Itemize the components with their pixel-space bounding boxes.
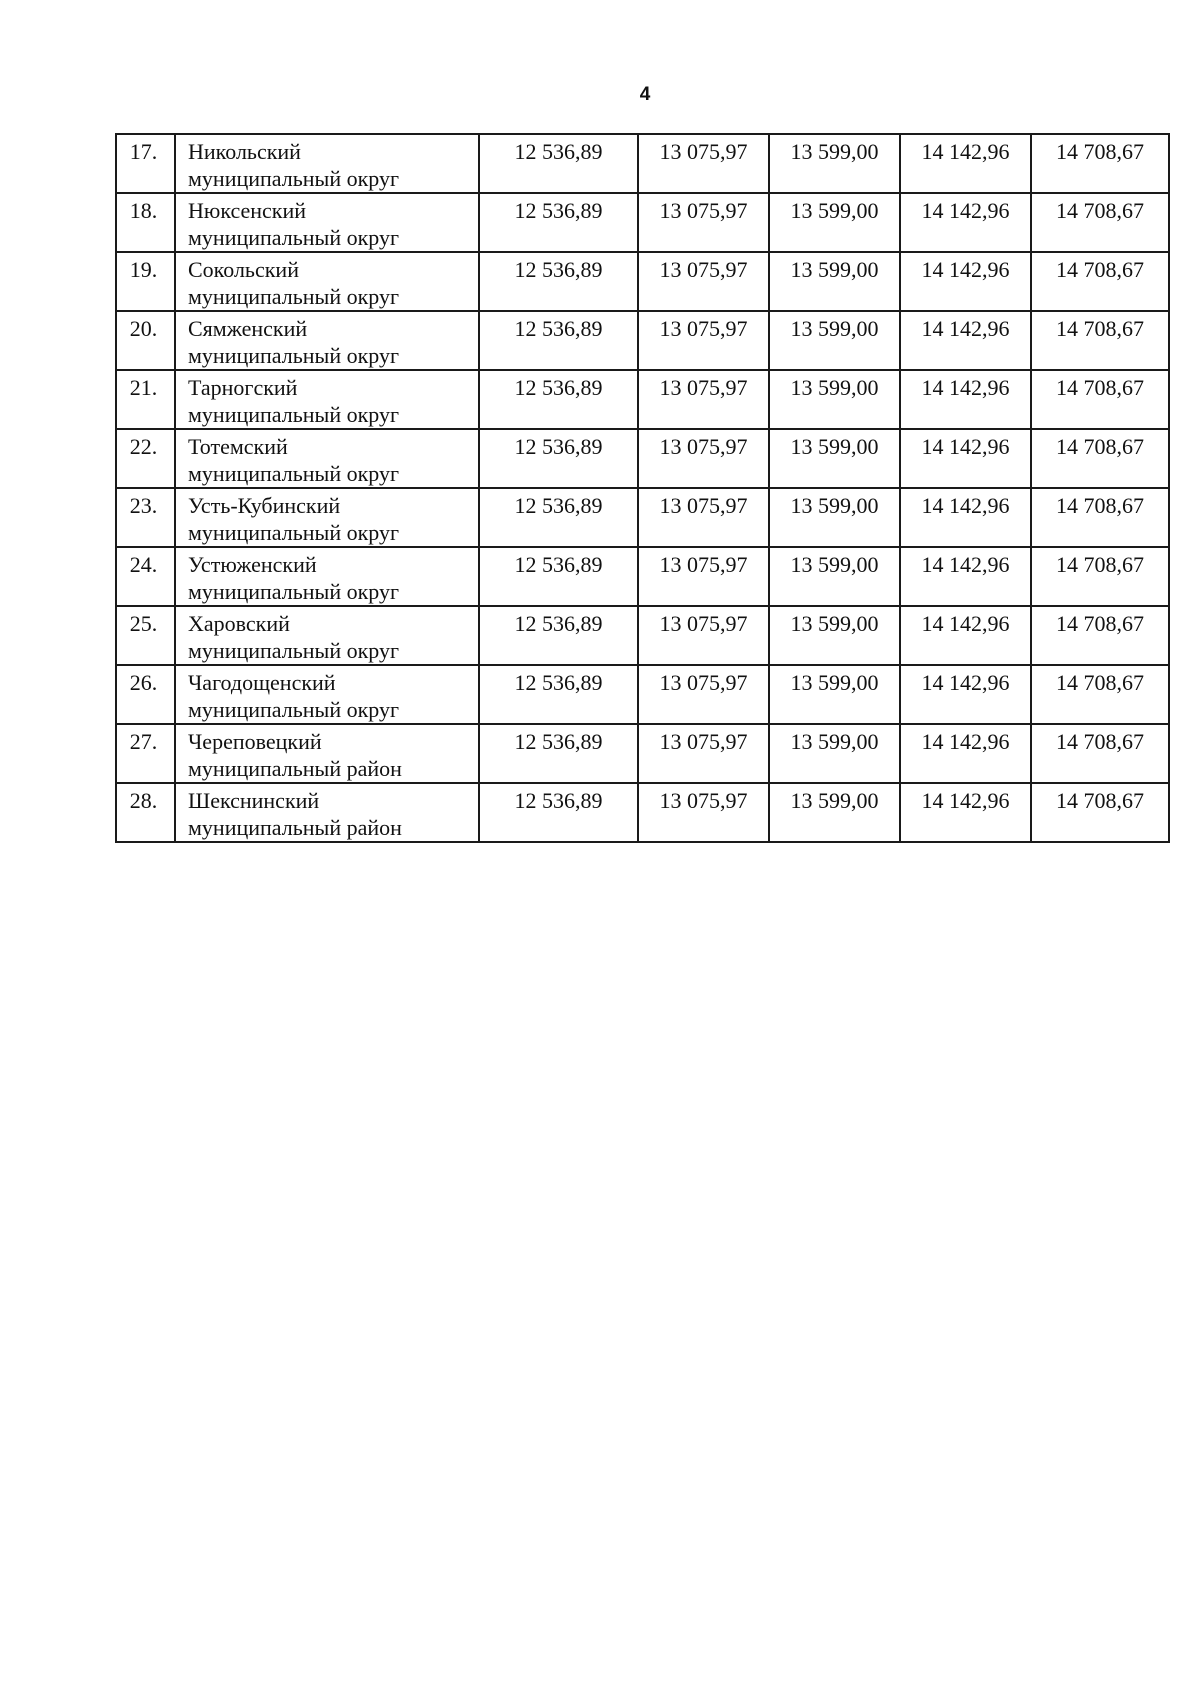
municipality-name: Харовский (188, 611, 290, 636)
municipality-type: муниципальный округ (188, 638, 400, 663)
value-cell-5: 14 708,67 (1031, 547, 1169, 606)
table-body (116, 134, 1169, 842)
value-cell-1: 12 536,89 (479, 134, 638, 193)
value-cell-1: 12 536,89 (479, 606, 638, 665)
value-cell-3: 13 599,00 (769, 252, 900, 311)
value-cell-4: 14 142,96 (900, 488, 1031, 547)
value-cell-2: 13 075,97 (638, 370, 769, 429)
table-row (116, 193, 1169, 252)
value-cell-5: 14 708,67 (1031, 724, 1169, 783)
municipality-name: Тотемский (188, 434, 288, 459)
municipality-name: Нюксенский (188, 198, 307, 223)
rates-table (115, 133, 1170, 843)
value-cell-2: 13 075,97 (638, 665, 769, 724)
municipality-type: муниципальный округ (188, 402, 400, 427)
row-number-cell: 26. (116, 665, 175, 724)
municipality-name: Сямженский (188, 316, 308, 341)
value-cell-2: 13 075,97 (638, 547, 769, 606)
row-number-cell: 28. (116, 783, 175, 842)
municipality-name: Тарногский (188, 375, 298, 400)
row-number-cell: 18. (116, 193, 175, 252)
value-cell-5: 14 708,67 (1031, 370, 1169, 429)
value-cell-5: 14 708,67 (1031, 134, 1169, 193)
municipality-name-cell (175, 665, 479, 724)
table-row (116, 252, 1169, 311)
value-cell-2: 13 075,97 (638, 311, 769, 370)
row-number-cell: 21. (116, 370, 175, 429)
value-cell-3: 13 599,00 (769, 665, 900, 724)
municipality-type: муниципальный округ (188, 225, 400, 250)
value-cell-1: 12 536,89 (479, 311, 638, 370)
value-cell-3: 13 599,00 (769, 429, 900, 488)
value-cell-5: 14 708,67 (1031, 193, 1169, 252)
municipality-name-cell (175, 193, 479, 252)
table-row (116, 606, 1169, 665)
value-cell-3: 13 599,00 (769, 606, 900, 665)
value-cell-3: 13 599,00 (769, 724, 900, 783)
value-cell-2: 13 075,97 (638, 606, 769, 665)
municipality-name-cell (175, 134, 479, 193)
row-number-cell: 27. (116, 724, 175, 783)
table-row (116, 724, 1169, 783)
table-row (116, 429, 1169, 488)
value-cell-1: 12 536,89 (479, 193, 638, 252)
municipality-name-cell (175, 429, 479, 488)
municipality-type: муниципальный округ (188, 461, 400, 486)
municipality-name: Шекснинский (188, 788, 320, 813)
value-cell-4: 14 142,96 (900, 252, 1031, 311)
value-cell-4: 14 142,96 (900, 134, 1031, 193)
row-number-cell: 20. (116, 311, 175, 370)
municipality-name-cell (175, 311, 479, 370)
municipality-name: Усть-Кубинский (188, 493, 341, 518)
value-cell-2: 13 075,97 (638, 488, 769, 547)
value-cell-5: 14 708,67 (1031, 488, 1169, 547)
table-row (116, 547, 1169, 606)
municipality-name-cell (175, 547, 479, 606)
value-cell-3: 13 599,00 (769, 370, 900, 429)
row-number-cell: 19. (116, 252, 175, 311)
row-number-cell: 17. (116, 134, 175, 193)
value-cell-4: 14 142,96 (900, 783, 1031, 842)
municipality-name-cell (175, 252, 479, 311)
value-cell-1: 12 536,89 (479, 547, 638, 606)
municipality-type: муниципальный округ (188, 284, 400, 309)
value-cell-1: 12 536,89 (479, 429, 638, 488)
value-cell-3: 13 599,00 (769, 134, 900, 193)
value-cell-1: 12 536,89 (479, 488, 638, 547)
value-cell-2: 13 075,97 (638, 252, 769, 311)
value-cell-3: 13 599,00 (769, 488, 900, 547)
value-cell-2: 13 075,97 (638, 134, 769, 193)
value-cell-4: 14 142,96 (900, 311, 1031, 370)
value-cell-5: 14 708,67 (1031, 429, 1169, 488)
value-cell-5: 14 708,67 (1031, 783, 1169, 842)
value-cell-4: 14 142,96 (900, 429, 1031, 488)
municipality-type: муниципальный район (188, 815, 402, 840)
value-cell-3: 13 599,00 (769, 547, 900, 606)
municipality-name: Череповецкий (188, 729, 322, 754)
value-cell-1: 12 536,89 (479, 724, 638, 783)
value-cell-1: 12 536,89 (479, 665, 638, 724)
municipality-name: Устюженский (188, 552, 317, 577)
value-cell-4: 14 142,96 (900, 547, 1031, 606)
municipality-name: Сокольский (188, 257, 299, 282)
value-cell-4: 14 142,96 (900, 193, 1031, 252)
municipality-name-cell (175, 370, 479, 429)
value-cell-5: 14 708,67 (1031, 252, 1169, 311)
table-row (116, 311, 1169, 370)
value-cell-1: 12 536,89 (479, 370, 638, 429)
value-cell-2: 13 075,97 (638, 783, 769, 842)
value-cell-2: 13 075,97 (638, 429, 769, 488)
value-cell-5: 14 708,67 (1031, 665, 1169, 724)
municipality-type: муниципальный район (188, 756, 402, 781)
municipality-name-cell (175, 606, 479, 665)
table-row (116, 488, 1169, 547)
municipality-name-cell (175, 488, 479, 547)
value-cell-2: 13 075,97 (638, 193, 769, 252)
value-cell-4: 14 142,96 (900, 665, 1031, 724)
value-cell-5: 14 708,67 (1031, 606, 1169, 665)
value-cell-4: 14 142,96 (900, 606, 1031, 665)
table-row (116, 134, 1169, 193)
municipality-name: Никольский (188, 139, 301, 164)
municipality-name-cell (175, 783, 479, 842)
value-cell-4: 14 142,96 (900, 370, 1031, 429)
municipality-type: муниципальный округ (188, 520, 400, 545)
municipality-type: муниципальный округ (188, 579, 400, 604)
municipality-type: муниципальный округ (188, 343, 400, 368)
municipality-name: Чагодощенский (188, 670, 336, 695)
row-number-cell: 25. (116, 606, 175, 665)
page-number: 4 (639, 84, 651, 105)
municipality-type: муниципальный округ (188, 697, 400, 722)
value-cell-1: 12 536,89 (479, 783, 638, 842)
municipality-type: муниципальный округ (188, 166, 400, 191)
table-row (116, 665, 1169, 724)
value-cell-3: 13 599,00 (769, 783, 900, 842)
value-cell-1: 12 536,89 (479, 252, 638, 311)
row-number-cell: 23. (116, 488, 175, 547)
value-cell-2: 13 075,97 (638, 724, 769, 783)
table-row (116, 370, 1169, 429)
value-cell-3: 13 599,00 (769, 311, 900, 370)
municipality-name-cell (175, 724, 479, 783)
value-cell-4: 14 142,96 (900, 724, 1031, 783)
value-cell-5: 14 708,67 (1031, 311, 1169, 370)
value-cell-3: 13 599,00 (769, 193, 900, 252)
row-number-cell: 22. (116, 429, 175, 488)
table-row (116, 783, 1169, 842)
row-number-cell: 24. (116, 547, 175, 606)
